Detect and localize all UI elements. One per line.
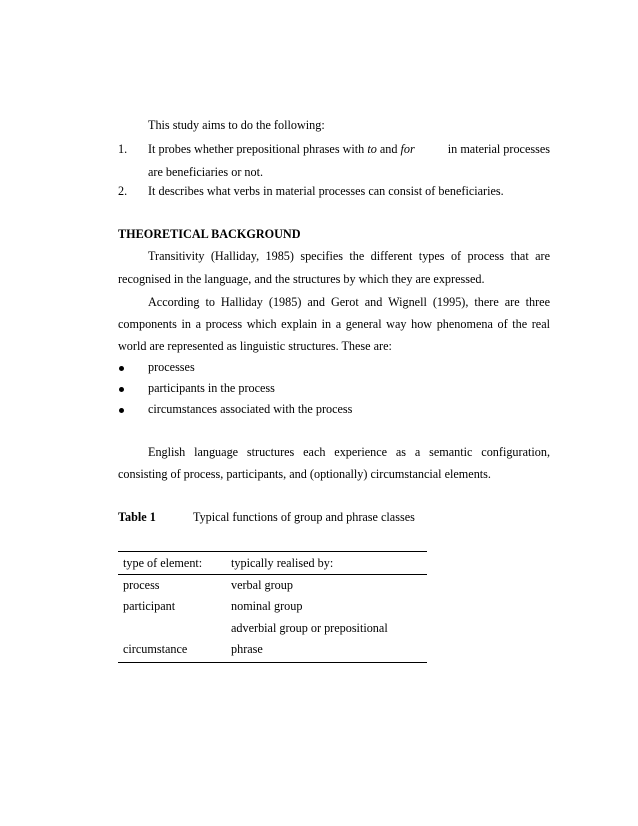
section-heading: THEORETICAL BACKGROUND <box>118 227 301 241</box>
bullet-icon <box>119 408 124 413</box>
paragraph-3-line-2: consisting of process, participants, and (optionally) circumstancial elements. <box>118 467 491 481</box>
table-cell-element: participant <box>123 599 176 613</box>
table-bottom-rule <box>118 662 427 663</box>
intro-sentence: This study aims to do the following: <box>148 118 325 132</box>
table-label: Table 1 <box>118 510 156 524</box>
table-cell-realised-line-1: adverbial group or prepositional <box>231 621 388 635</box>
bullet-item: processes <box>148 360 195 374</box>
table-header-rule <box>118 574 427 575</box>
table-top-rule <box>118 551 427 552</box>
objective-1-italic-for: for <box>400 142 415 156</box>
paragraph-2-line-1: According to Halliday (1985) and Gerot and Wignell (1995), there are three <box>148 295 550 309</box>
table-header-realised: typically realised by: <box>231 556 334 570</box>
paragraph-1-line-2: recognised in the language, and the structures by which they are expressed. <box>118 272 485 286</box>
objective-1-line <box>148 142 550 157</box>
paragraph-1-line-1: Transitivity (Halliday, 1985) specifies the different types of process that are <box>148 249 550 263</box>
objective-1-italic-to: to <box>367 142 377 156</box>
table-cell-element: circumstance <box>123 642 188 656</box>
table-cell-element: process <box>123 578 160 592</box>
paragraph-2-line-2: components in a process which explain in a general way how phenomena of the real <box>118 317 550 331</box>
paragraph-3-line-1: English language structures each experience as a semantic configuration, <box>148 445 550 459</box>
table-header-element: type of element: <box>123 556 203 570</box>
bullet-item: circumstances associated with the process <box>148 402 353 416</box>
bullet-item: participants in the process <box>148 381 275 395</box>
table-cell-realised-line-2: phrase <box>231 642 263 656</box>
table-cell-realised: nominal group <box>231 599 303 613</box>
objective-number-2: 2. <box>118 184 128 198</box>
bullet-icon <box>119 366 124 371</box>
objective-1-text-a: It probes whether prepositional phrases with <box>148 142 368 156</box>
bullet-icon <box>119 387 124 392</box>
paragraph-2-line-3: world are represented as linguistic structures. These are: <box>118 339 392 353</box>
objective-1-text-c: in material processes <box>447 142 550 156</box>
objective-2-text: It describes what verbs in material processes can consist of beneficiaries. <box>148 184 504 198</box>
objective-1-text-b: and <box>376 142 401 156</box>
table-caption: Typical functions of group and phrase classes <box>193 510 415 524</box>
objective-number-1: 1. <box>118 142 128 156</box>
objective-1-continuation: are beneficiaries or not. <box>148 165 264 179</box>
table-cell-realised: verbal group <box>231 578 293 592</box>
